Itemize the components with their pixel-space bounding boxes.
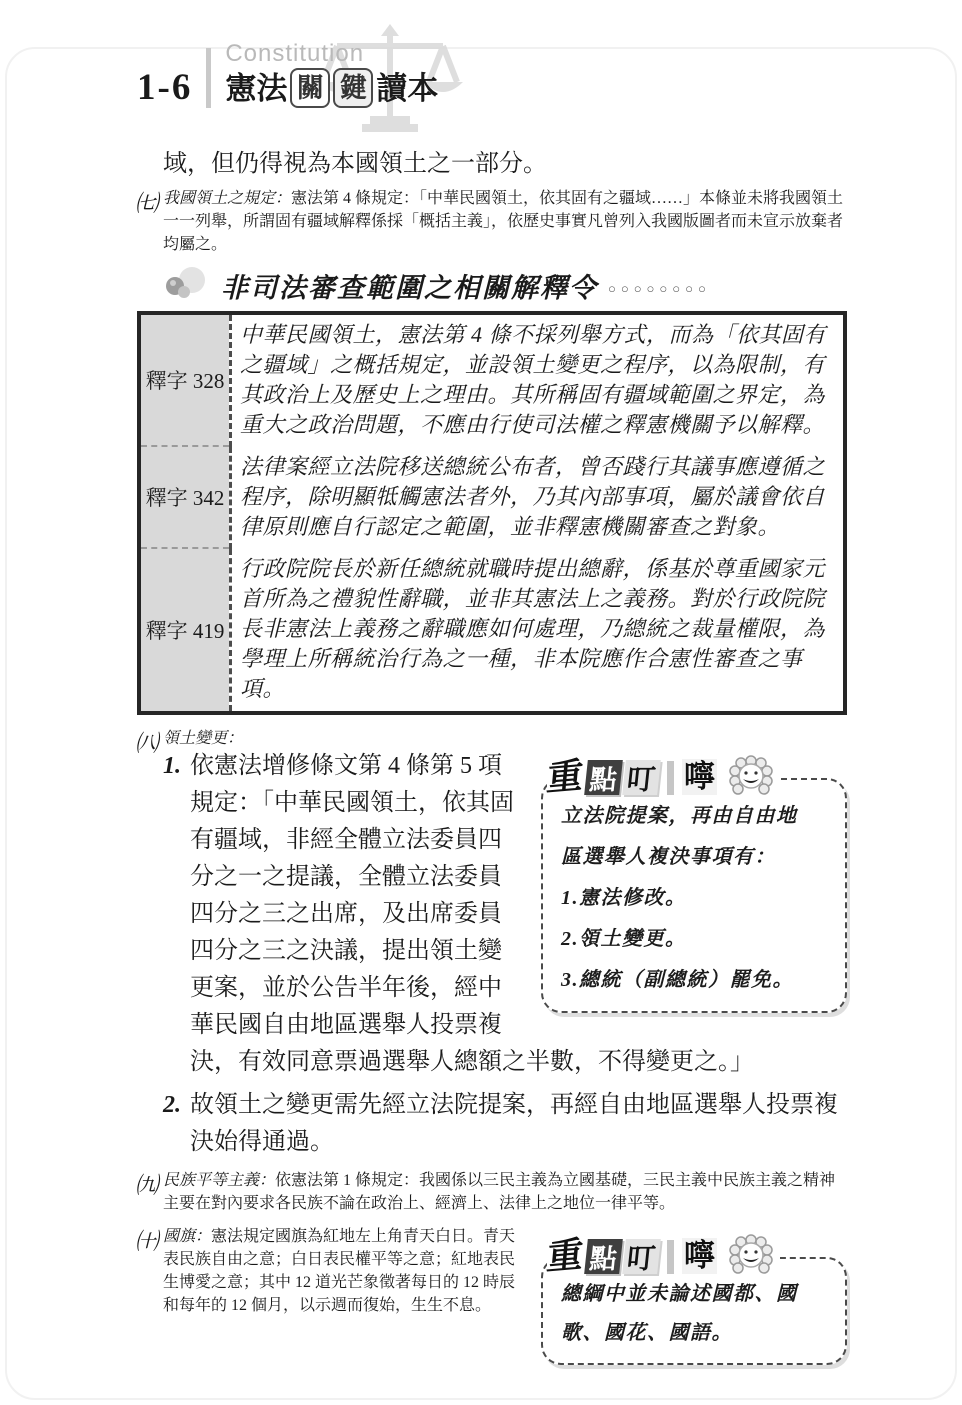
interpretation-row-label: 釋字 342 — [141, 447, 229, 549]
tip-title-char-4: 嚀 — [684, 758, 716, 794]
tip-line: 2.領土變更。 — [561, 928, 687, 950]
subitem-1-number: 1. — [163, 753, 181, 779]
header-divider — [206, 48, 211, 108]
book-title — [225, 68, 438, 108]
interpretation-row-text: 法律案經立法院移送總統公布者，曾否踐行其議事應遵循之程序，除明顯牴觸憲法者外，乃其內部事項，屬於議會依自律原則應自行認定之範圍，並非釋憲機關審查之對象。 — [229, 447, 843, 549]
tip-title-char-1: 重 — [545, 1234, 585, 1278]
section-10-title: 國旗： — [163, 1228, 212, 1245]
section-7-text: 憲法第 4 條規定：「中華民國領土，依其固有之疆域……」本條並未將我國領土一一列舉，所謂固有疆域解釋係採「概括主義」，依歷史事實凡曾列入我國版圖者而未宣示放棄者均屬之。 — [163, 190, 844, 253]
section-7-marker: ㈦ — [135, 191, 158, 216]
book-title-key-char-1: 關 — [290, 68, 330, 108]
book-logo — [225, 42, 438, 108]
tip-title-char-2: 點 — [584, 1239, 623, 1274]
tip-line: 歌、國花、國語。 — [561, 1322, 733, 1344]
interpretation-row-text: 中華民國領土，憲法第 4 條不採列舉方式，而為「依其固有之疆域」之概括規定，並設領土變更之程序，以為限制，有其政治上及歷史上之理由。其所稱固有疆域範圍之界定，為重大之政治問題，不應由行使司法權之釋憲機關予以解釋。 — [229, 315, 843, 447]
section-10-text: 憲法規定國旗為紅地左上角青天白日。青天表民族自由之意；白日表民權平等之意；紅地表民生博愛之意；其中 12 道光芒象徵著每日的 12 時辰和每年的 12 個月，以示週而復始，生生不息。 — [163, 1228, 516, 1314]
page-content — [135, 146, 847, 1344]
section-8-subitem-1 — [137, 748, 847, 1081]
interpretation-row-label: 釋字 328 — [141, 315, 229, 447]
book-series-english: Constitution — [225, 40, 365, 67]
interpretation-row-label: 釋字 419 — [141, 549, 229, 711]
section-8-subitem-2 — [137, 1087, 847, 1161]
section-10-body — [135, 1223, 847, 1344]
book-title-pre: 憲法 — [225, 70, 288, 106]
section-8-title: 領土變更： — [163, 730, 244, 747]
section-7-territory-provision — [137, 185, 847, 254]
tip-title-char-3: 叮 — [622, 760, 661, 795]
page-number: 1-6 — [137, 67, 193, 108]
book-title-post: 讀本 — [376, 70, 439, 106]
tip-line: 總綱中並未論述國都、國 — [561, 1283, 798, 1305]
interpretations-heading-row — [165, 266, 847, 305]
tip-title-char-2: 點 — [584, 760, 623, 795]
section-10-national-flag — [137, 1223, 847, 1315]
section-8-territory-change — [135, 725, 847, 756]
continued-paragraph: 域，但仍得視為本國領土之一部分。 — [163, 151, 547, 177]
interpretations-table — [137, 311, 847, 715]
tip-line: 區選舉人複決事項有： — [561, 846, 776, 868]
tip-line: 3.總統（副總統）罷免。 — [561, 969, 794, 991]
tip-line: 立法院提案，再由自由地 — [561, 805, 798, 827]
section-9-ethnic-equality — [137, 1167, 847, 1213]
speech-bubbles-icon — [165, 266, 211, 305]
subitem-2-number: 2. — [163, 1092, 181, 1118]
tip-line: 1.憲法修改。 — [561, 887, 687, 909]
section-8-marker: ㈧ — [135, 731, 158, 756]
page-header — [137, 42, 962, 120]
section-9-title: 民族平等主義： — [163, 1172, 276, 1189]
book-title-key-char-2: 鍵 — [333, 68, 373, 108]
interpretations-heading: 非司法審查範圍之相關解釋令 — [221, 273, 598, 303]
heading-trailing-dots: ○○○○○○○○ — [608, 280, 711, 296]
tip-title-char-3: 叮 — [622, 1239, 661, 1274]
tip-title-char-1: 重 — [545, 755, 585, 799]
interpretation-row-text: 行政院院長於新任總統就職時提出總辭，係基於尊重國家元首所為之禮貌性辭職，並非其憲法上之義務。對於行政院院長非憲法上義務之辭職應如何處理，乃總統之裁量權限，為學理上所稱統治行為之一種，非本院應作合憲性審查之事項。 — [229, 549, 843, 711]
section-9-text: 依憲法第 1 條規定：我國係以三民主義為立國基礎，三民主義中民族主義之精神主要在對內要求各民族不論在政治上、經濟上、法律上之地位一律平等。 — [163, 1172, 836, 1212]
section-8-body — [137, 748, 847, 1161]
section-7-title: 我國領土之規定： — [163, 190, 292, 207]
subitem-2-text: 故領土之變更需先經立法院提案，再經自由地區選舉人投票複決始得通過。 — [190, 1092, 838, 1155]
subitem-1-text: 依憲法增修條文第 4 條第 5 項規定：「中華民國領土，依其固有疆域，非經全體立法委員四分之一之提議，全體立法委員四分之三之出席，及出席委員四分之三之決議，提出領土變更案，並於公告半年後，經中華民國自由地區選舉人投票複決，有效同意票過選舉人總額之半數，不得變更之。」 — [190, 753, 754, 1075]
section-10-marker: ㈩ — [135, 1229, 158, 1254]
section-9-marker: ㈨ — [135, 1173, 158, 1198]
tip-title-char-4: 嚀 — [684, 1237, 716, 1273]
